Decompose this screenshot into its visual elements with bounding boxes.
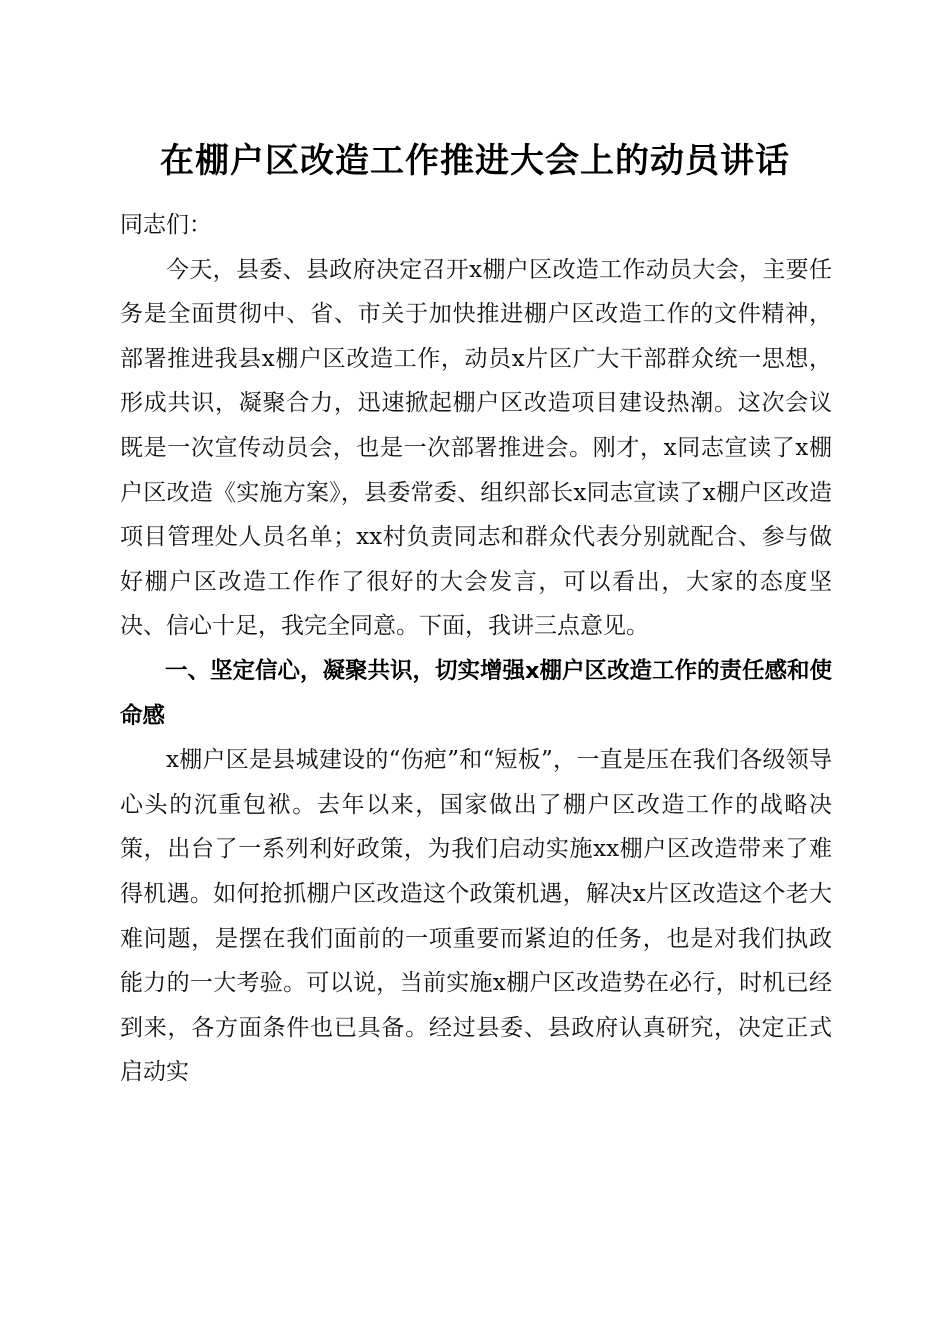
paragraph-section-1: x棚户区是县城建设的“伤疤”和“短板”，一直是压在我们各级领导心头的沉重包袱。去年以来，国家做出了棚户区改造工作的战略决策，出台了一系列利好政策，为我们启动实施xx棚户区改造带来了难得机遇。如何抢抓棚户区改造这个政策机遇，解决x片区改造这个老大难问题，是摆在我们面前的一项重要而紧迫的任务，也是对我们执政能力的一大考验。可以说，当前实施x棚户区改造势在必行，时机已经到来，各方面条件也已具备。经过县委、县政府认真研究，决定正式启动实 (120, 747, 832, 1086)
document-body (120, 203, 832, 1095)
section-heading-1: 一、坚定信心，凝聚共识，切实增强x棚户区改造工作的责任感和使命感 (120, 657, 833, 729)
document-title: 在棚户区改造工作推进大会上的动员讲话 (160, 141, 790, 181)
paragraph-opening: 今天，县委、县政府决定召开x棚户区改造工作动员大会，主要任务是全面贯彻中、省、市关于加快推进棚户区改造工作的文件精神，部署推进我县x棚户区改造工作，动员x片区广大干部群众统一思想，形成共识，凝聚合力，迅速掀起棚户区改造项目建设热潮。这次会议既是一次宣传动员会，也是一次部署推进会。刚才，x同志宣读了x棚户区改造《实施方案》，县委常委、组织部长x同志宣读了x棚户区改造项目管理处人员名单；xx村负责同志和群众代表分别就配合、参与做好棚户区改造工作作了很好的大会发言，可以看出，大家的态度坚决、信心十足，我完全同意。下面，我讲三点意见。 (120, 256, 832, 640)
salutation: 同志们： (120, 212, 212, 238)
